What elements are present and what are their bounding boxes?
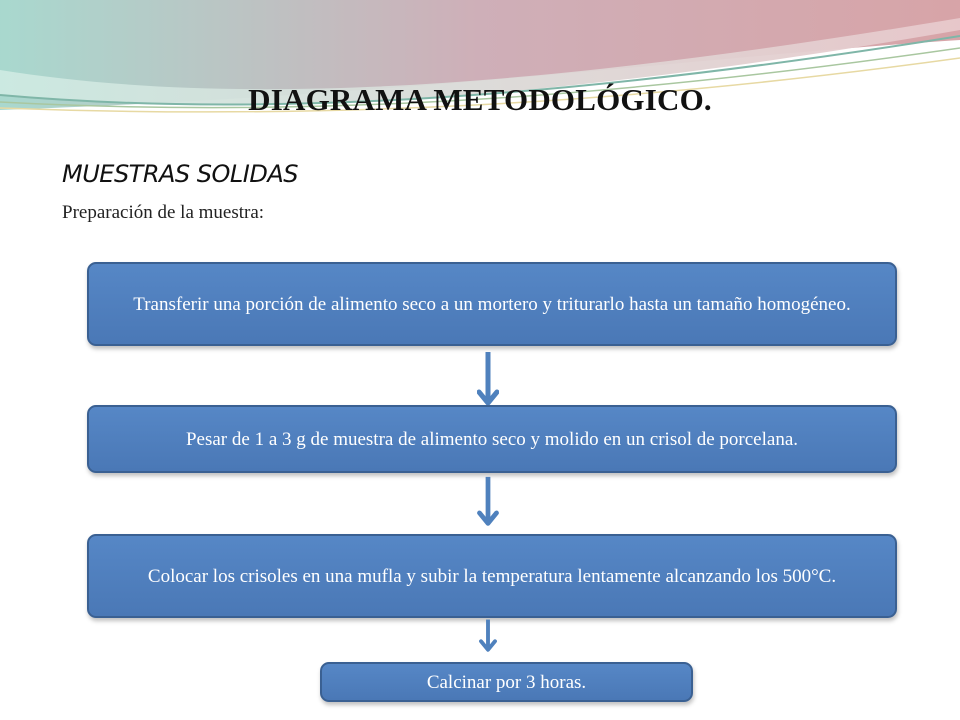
subsection-heading: Preparación de la muestra: [62, 202, 265, 223]
arrow-down-icon [477, 475, 499, 530]
arrow-down-icon [477, 618, 499, 663]
step-text-3: Colocar los crisoles en una mufla y subir la temperatura lentamente alcanzando los 500°C. [147, 565, 837, 587]
arrow-down-icon [477, 350, 499, 408]
section-heading: MUESTRAS SOLIDAS [62, 160, 298, 188]
step-box-4 [320, 662, 693, 702]
step-text-2: Pesar de 1 a 3 g de muestra de alimento seco y molido en un crisol de porcelana. [185, 428, 799, 450]
step-text-4: Calcinar por 3 horas. [426, 671, 587, 693]
step-box-1 [87, 262, 897, 346]
step-box-3 [87, 534, 897, 618]
step-text-1: Transferir una porción de alimento seco a un mortero y triturarlo hasta un tamaño homogéneo. [133, 293, 851, 315]
slide-title: DIAGRAMA METODOLÓGICO. [248, 82, 712, 117]
step-box-2 [87, 405, 897, 473]
